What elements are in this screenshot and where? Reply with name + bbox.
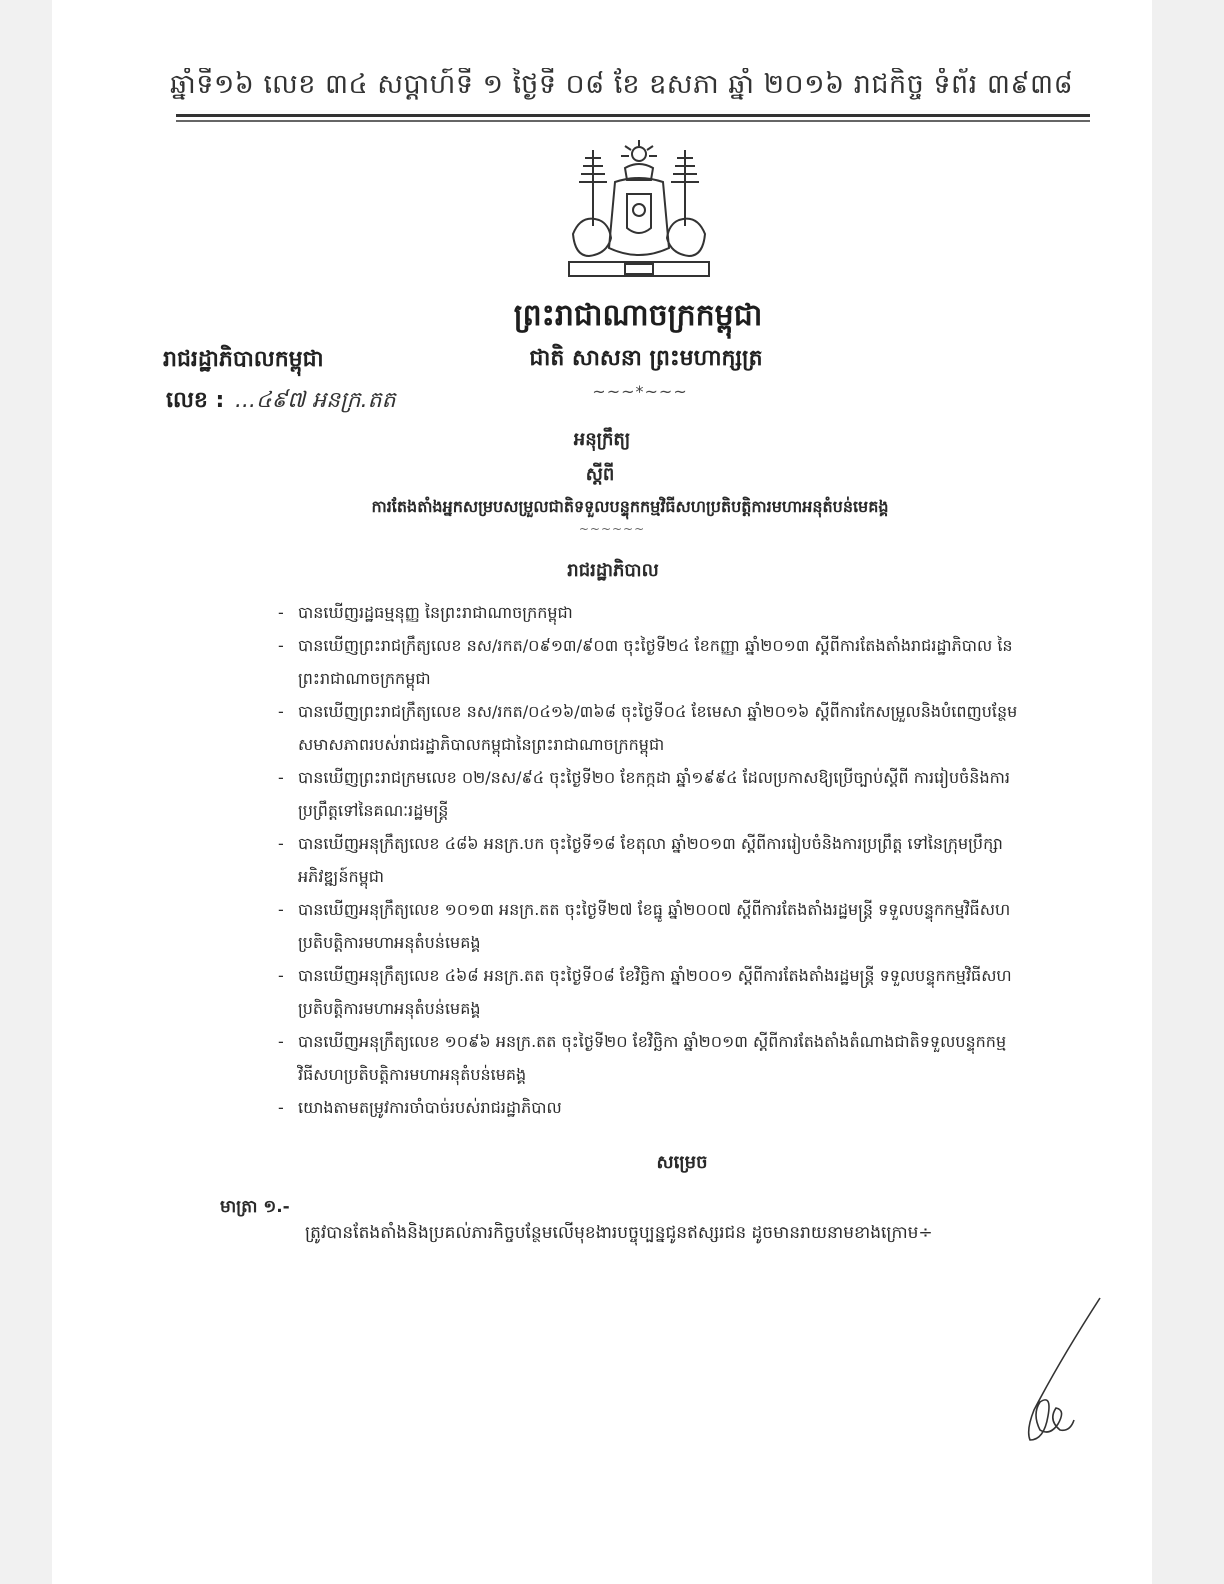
list-item: - បានឃើញអនុក្រឹត្យលេខ ១០៩៦ អនក្រ.តត ចុះថ្ងៃទី២០ ខែវិច្ឆិកា ឆ្នាំ២០១៣ ស្តីពីការតែងតាំងតំណាងជាតិទទួលបន្ទុកកម្មវិធីសហប្រតិបត្តិការមហាអនុតំបន់មេគង្គ	[278, 1032, 1007, 1084]
article-body: ត្រូវបានតែងតាំងនិងប្រគល់ភារកិច្ចបន្ថែមលើមុខងារបច្ចុប្បន្នជូនឥស្សរជន ដូចមានរាយនាមខាងក្រោម÷	[305, 1223, 933, 1243]
list-item: - បានឃើញព្រះរាជក្រឹត្យលេខ នស/រកត/០៩១៣/៩០៣ ចុះថ្ងៃទី២៤ ខែកញ្ញា ឆ្នាំ២០១៣ ស្តីពីការតែងតាំងរាជរដ្ឋាភិបាល នៃព្រះរាជាណាចក្រកម្ពុជា	[278, 636, 1013, 688]
header-rule-secondary	[176, 120, 1090, 122]
list-item: - បានឃើញព្រះរាជក្រមលេខ ០២/នស/៩៤ ចុះថ្ងៃទី២០ ខែកក្កដា ឆ្នាំ១៩៩៤ ដែលប្រកាសឱ្យប្រើច្បាប់ស្តីពី ការរៀបចំនិងការប្រព្រឹត្តទៅនៃគណៈរដ្ឋមន្ត្រី	[278, 768, 1010, 820]
initials-signature-icon	[1000, 1290, 1110, 1470]
list-item: - បានឃើញព្រះរាជក្រឹត្យលេខ នស/រកត/០៤១៦/៣៦៨ ចុះថ្ងៃទី០៤ ខែមេសា ឆ្នាំ២០១៦ ស្តីពីការកែសម្រួលនិងបំពេញបន្ថែមសមាសភាពរបស់រាជរដ្ឋាភិបាលកម្ពុជានៃព្រះរាជាណាចក្រកម្ពុជា	[278, 702, 1018, 754]
document-subject: ការតែងតាំងអ្នកសម្របសម្រួលជាតិទទួលបន្ទុកកម្មវិធីសហប្រតិបត្តិការមហាអនុតំបន់មេគង្គ	[371, 497, 889, 516]
scan-right-margin	[1152, 0, 1224, 1584]
list-item: - យោងតាមតម្រូវការចាំបាច់របស់រាជរដ្ឋាភិបាល	[278, 1098, 562, 1117]
list-item: - បានឃើញអនុក្រឹត្យលេខ ៤៨៦ អនក្រ.បក ចុះថ្ងៃទី១៨ ខែតុលា ឆ្នាំ២០១៣ ស្តីពីការរៀបចំនិងការប្រព្រឹត្ត ទៅនៃក្រុមប្រឹក្សាអភិវឌ្ឍន៍កម្ពុជា	[278, 834, 1003, 886]
subject-ornament: ~~~~~~	[578, 522, 646, 536]
royal-coat-of-arms-icon	[555, 138, 723, 288]
header-rule	[176, 114, 1090, 117]
decides-heading: សម្រេច	[656, 1152, 708, 1173]
kingdom-name: ព្រះរាជាណាចក្រកម្ពុជា	[513, 298, 763, 333]
gazette-header: ឆ្នាំទី១៦ លេខ ៣៤ សប្តាហ៍ទី ១ ថ្ងៃទី ០៨ ខែ ឧសភា ឆ្នាំ ២០១៦ រាជកិច្ច ទំព័រ ៣៩៣៨	[170, 69, 1074, 100]
article-label: មាត្រា ១.-	[220, 1197, 290, 1217]
list-item: - បានឃើញរដ្ឋធម្មនុញ្ញ នៃព្រះរាជាណាចក្រកម្ពុជា	[278, 603, 573, 622]
motto-ornament: ~~~*~~~	[592, 382, 688, 401]
reference-label: លេខ :	[166, 388, 225, 413]
national-motto: ជាតិ សាសនា ព្រះមហាក្សត្រ	[529, 346, 763, 371]
list-item: - បានឃើញអនុក្រឹត្យលេខ ១០១៣ អនក្រ.តត ចុះថ្ងៃទី២៧ ខែធ្នូ ឆ្នាំ២០០៧ ស្តីពីការតែងតាំងរដ្ឋមន្ត្រី ទទួលបន្ទុកកម្មវិធីសហប្រតិបត្តិការមហាអនុតំបន់មេគង្គ	[278, 900, 1011, 952]
document-type: អនុក្រឹត្យ	[573, 429, 631, 450]
reference-number: ...៤៩៧ អនក្រ.តត	[235, 388, 396, 413]
about-label: ស្ដីពី	[585, 464, 615, 485]
section-heading: រាជរដ្ឋាភិបាល	[567, 560, 659, 581]
considerations-list	[278, 596, 1038, 1124]
list-item: - បានឃើញអនុក្រឹត្យលេខ ៤៦៨ អនក្រ.តត ចុះថ្ងៃទី០៨ ខែវិច្ឆិកា ឆ្នាំ២០០១ ស្តីពីការតែងតាំងរដ្ឋមន្ត្រី ទទួលបន្ទុកកម្មវិធីសហប្រតិបត្តិការមហាអនុតំបន់មេគង្គ	[278, 966, 1012, 1018]
scan-left-margin	[0, 0, 52, 1584]
government-name: រាជរដ្ឋាភិបាលកម្ពុជា	[163, 347, 324, 372]
